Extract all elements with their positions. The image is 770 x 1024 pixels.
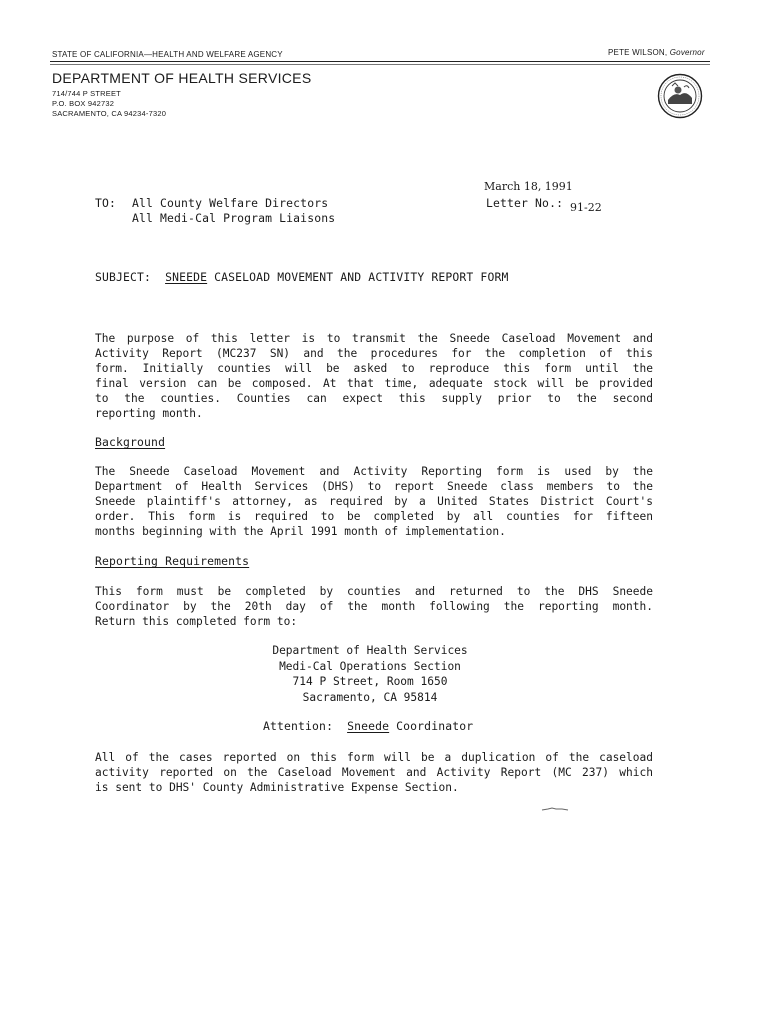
paragraph-line: This form must be completed by counties and returned to the DHS Sneede	[95, 585, 653, 598]
paragraph-line: Return this completed form to:	[95, 615, 298, 628]
to-label: TO:	[95, 196, 117, 210]
intro-paragraph	[95, 331, 653, 421]
letter-date: March 18, 1991	[484, 180, 573, 193]
scan-smudge	[540, 806, 570, 812]
paragraph-line: months beginning with the April 1991 month of implementation.	[95, 525, 506, 538]
paragraph-line: The purpose of this letter is to transmit the Sneede Caseload Movement and	[95, 332, 653, 345]
background-heading: Background	[95, 435, 166, 449]
return-address-line: 714 P Street, Room 1650	[292, 675, 448, 688]
recipient: All Medi-Cal Program Liaisons	[132, 211, 336, 225]
paragraph-line: to the counties. Counties can expect this supply prior to the second	[95, 392, 653, 405]
letterhead-rule-bottom	[50, 64, 710, 65]
return-address-line: Medi-Cal Operations Section	[279, 659, 461, 673]
paragraph-line: Activity Report (MC237 SN) and the procedures for the completion of this	[95, 347, 653, 360]
subject-text: CASELOAD MOVEMENT AND ACTIVITY REPORT FORM	[214, 270, 509, 284]
attention-label: Attention:	[263, 719, 334, 733]
subject-label: SUBJECT:	[95, 270, 152, 284]
subject-sneede: SNEEDE	[165, 270, 208, 284]
return-address-line: Sacramento, CA 95814	[302, 690, 438, 704]
letter-number-label: Letter No.:	[486, 196, 564, 210]
paragraph-line: reporting month.	[95, 407, 203, 420]
paragraph-line: The Sneede Caseload Movement and Activity Reporting form is used by the	[95, 465, 653, 478]
attention-sneede: Sneede	[347, 719, 390, 733]
governor-line	[608, 48, 705, 57]
letter-number-value: 91-22	[570, 201, 602, 214]
background-paragraph	[95, 464, 653, 539]
department-name: DEPARTMENT OF HEALTH SERVICES	[52, 70, 312, 86]
governor-name: PETE WILSON,	[608, 48, 668, 57]
paragraph-line: order. This form is required to be completed by all counties for fifteen	[95, 510, 653, 523]
address-line: SACRAMENTO, CA 94234-7320	[52, 109, 167, 118]
paragraph-line: Department of Health Services (DHS) to report Sneede class members to the	[95, 480, 653, 493]
state-seal-icon	[657, 73, 703, 119]
attention-text: Coordinator	[396, 719, 474, 733]
closing-paragraph	[95, 750, 653, 795]
paragraph-line: Coordinator by the 20th day of the month following the reporting month.	[95, 600, 653, 613]
return-address	[200, 643, 540, 705]
attention-line	[263, 719, 473, 733]
recipient: All County Welfare Directors	[132, 196, 329, 210]
address-line: 714/744 P STREET	[52, 89, 121, 98]
letterhead-rule-top	[50, 61, 710, 62]
reporting-heading: Reporting Requirements	[95, 554, 250, 568]
return-address-line: Department of Health Services	[272, 644, 468, 657]
paragraph-line: is sent to DHS' County Administrative Expense Section.	[95, 781, 459, 794]
reporting-paragraph	[95, 584, 653, 629]
address-line: P.O. BOX 942732	[52, 99, 115, 108]
paragraph-line: activity reported on the Caseload Movement and Activity Report (MC 237) which	[95, 766, 653, 779]
governor-title: Governor	[669, 48, 705, 57]
department-address	[52, 89, 166, 119]
paragraph-line: form. Initially counties will be asked to reproduce this form until the	[95, 362, 653, 375]
agency-name: STATE OF CALIFORNIA—HEALTH AND WELFARE AGENCY	[52, 50, 283, 59]
paragraph-line: final version can be composed. At that time, adequate stock will be provided	[95, 377, 653, 390]
paragraph-line: All of the cases reported on this form will be a duplication of the caseload	[95, 751, 653, 764]
subject-line	[95, 270, 508, 284]
paragraph-line: Sneede plaintiff's attorney, as required by a United States District Court's	[95, 495, 653, 508]
